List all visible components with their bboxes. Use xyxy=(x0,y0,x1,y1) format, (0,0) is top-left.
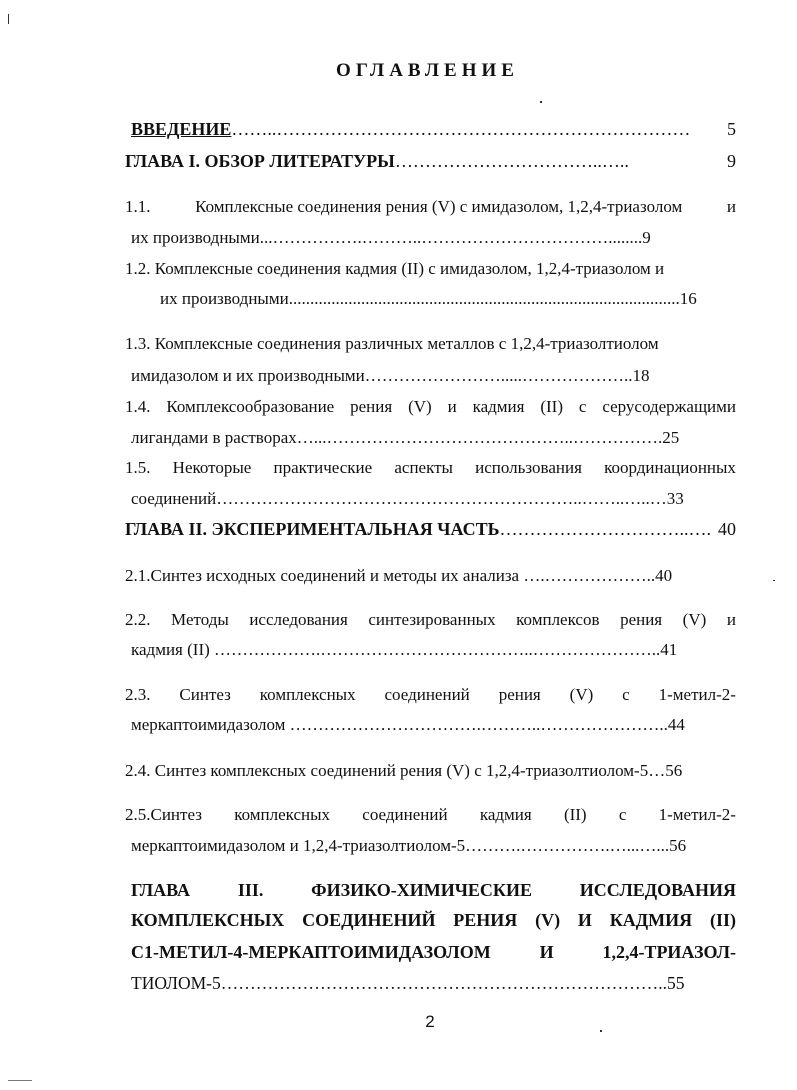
toc-entry-word: кадмия xyxy=(479,805,532,824)
toc-entry-2-4: 2.4. Синтез комплексных соединений рения (V) с 1,2,4-триазолтиолом-5…56 xyxy=(125,761,683,780)
toc-entry-2-3-cont: меркаптоимидазолом …………………………….………..…………………..44 xyxy=(131,715,685,734)
toc-entry-leader: ……..…………………………………………………………… xyxy=(231,119,691,139)
toc-entry-leader: …………………………..…. xyxy=(499,519,711,539)
toc-entry-word: (V) xyxy=(682,610,707,629)
toc-entry-word: КАДМИЯ xyxy=(609,910,693,930)
toc-entry-chapter-3-cont xyxy=(131,909,736,931)
toc-entry-word: Некоторые xyxy=(172,458,252,477)
toc-entry-word: комплексных xyxy=(234,805,331,824)
toc-entry-word: (II) xyxy=(709,910,736,930)
toc-entry-word: серусодержащими xyxy=(602,397,736,416)
toc-entry-word: (II) xyxy=(563,805,587,824)
toc-entry-word: с xyxy=(578,397,587,416)
toc-entry-word: рения xyxy=(498,685,541,704)
toc-entry-word: комплексных xyxy=(259,685,356,704)
toc-entry-word: рения xyxy=(350,397,393,416)
toc-entry-word: 1,2,4-ТРИАЗОЛ- xyxy=(602,942,736,962)
toc-entry-word: кадмия xyxy=(472,397,525,416)
toc-entry-chapter-1 xyxy=(125,150,736,172)
scan-speck xyxy=(8,1080,32,1081)
toc-entry-text: ТИОЛОМ-5…………………………………………………………………..55 xyxy=(131,973,685,993)
toc-entry-2-3 xyxy=(125,684,736,706)
toc-entry-word: исследования xyxy=(249,610,348,629)
toc-entry-1-3-cont: имидазолом и их производными…………………….....………………..18 xyxy=(131,366,650,385)
toc-entry-word: Синтез xyxy=(179,685,231,704)
toc-entry-introduction xyxy=(131,118,736,140)
toc-entry-word: (V) xyxy=(408,397,432,416)
toc-entry-word: соединений xyxy=(384,685,470,704)
scan-mark xyxy=(8,14,9,24)
toc-entry-chapter-3-end xyxy=(131,972,685,994)
toc-entry-word: и xyxy=(447,397,457,416)
toc-entry-label: ВВЕДЕНИЕ xyxy=(131,119,232,139)
toc-entry-1-5-cont: соединений………………………………………………………..……..…..…33 xyxy=(131,489,684,508)
toc-entry-1-2: 1.2. Комплексные соединения кадмия (II) с имидазолом, 1,2,4-триазолом и xyxy=(125,259,665,278)
toc-entry-text: Комплексные соединения рения (V) с имидазолом, 1,2,4-триазолом xyxy=(195,197,683,216)
toc-entry-word: КОМПЛЕКСНЫХ xyxy=(131,910,285,930)
toc-entry-word: 2.2. xyxy=(125,610,151,629)
toc-entry-word: практические xyxy=(273,458,373,477)
toc-entry-word: 1-метил-2- xyxy=(658,685,736,704)
toc-entry-chapter-3-cont xyxy=(131,941,736,963)
toc-entry-1-4-cont: лигандами в растворах…...……………………………………..…………….25 xyxy=(131,428,680,447)
toc-entry-2-5-cont: меркаптоимидазолом и 1,2,4-триазолтиолом-5……….…………….…...…...56 xyxy=(131,836,687,855)
toc-entry-1-3: 1.3. Комплексные соединения различных металлов с 1,2,4-триазолтиолом xyxy=(125,334,659,353)
toc-entry-word: И xyxy=(577,910,592,930)
toc-entry-1-5 xyxy=(125,457,736,479)
toc-entry-chapter-2 xyxy=(125,518,736,540)
toc-entry-1-4 xyxy=(125,396,736,418)
toc-entry-word: С1-МЕТИЛ-4-МЕРКАПТОИМИДАЗОЛОМ xyxy=(131,942,491,962)
toc-entry-2-2 xyxy=(125,609,736,631)
toc-entry-word: с xyxy=(618,805,627,824)
toc-entry-number: 1.1. xyxy=(125,197,151,216)
toc-entry-word: соединений xyxy=(362,805,448,824)
toc-entry-text: и xyxy=(726,197,736,216)
toc-entry-word: синтезированных xyxy=(368,610,496,629)
toc-entry-label: ГЛАВА I. ОБЗОР ЛИТЕРАТУРЫ xyxy=(125,151,395,171)
toc-entry-page: 40 xyxy=(718,519,736,539)
toc-entry-word: СОЕДИНЕНИЙ xyxy=(302,910,436,930)
toc-entry-1-1 xyxy=(125,196,736,218)
toc-entry-word: (V) xyxy=(535,910,561,930)
toc-entry-page: 9 xyxy=(727,151,736,171)
toc-entry-1-2-cont: их производными............................................................................................16 xyxy=(160,289,697,308)
toc-entry-word: 2.5.Синтез xyxy=(125,805,202,824)
toc-entry-word: Методы xyxy=(171,610,229,629)
toc-entry-1-1-cont: их производными...…………….………..……………………………........9 xyxy=(131,228,651,247)
toc-entry-word: и xyxy=(726,610,736,629)
toc-entry-word: Комплексообразование xyxy=(166,397,335,416)
toc-entry-word: РЕНИЯ xyxy=(453,910,518,930)
page-number: 2 xyxy=(425,1012,435,1031)
toc-entry-word: ИССЛЕДОВАНИЯ xyxy=(579,880,736,900)
toc-entry-label: ГЛАВА II. ЭКСПЕРИМЕНТАЛЬНАЯ ЧАСТЬ xyxy=(125,519,500,539)
toc-entry-word: комплексов xyxy=(516,610,600,629)
toc-entry-2-1: 2.1.Синтез исходных соединений и методы их анализа ….………………..40 xyxy=(125,566,673,585)
toc-entry-word: И xyxy=(539,942,554,962)
page-title: ОГЛАВЛЕНИЕ xyxy=(336,60,519,81)
toc-entry-word: 2.3. xyxy=(125,685,151,704)
toc-entry-word: (II) xyxy=(540,397,563,416)
toc-entry-leader: ……………………………..….. xyxy=(394,151,629,171)
toc-entry-word: 1-метил-2- xyxy=(658,805,736,824)
toc-entry-word: координационных xyxy=(604,458,736,477)
toc-entry-word: рения xyxy=(620,610,663,629)
toc-entry-word: аспекты xyxy=(394,458,453,477)
toc-entry-page: 5 xyxy=(727,119,736,139)
toc-entry-word: 1.4. xyxy=(125,397,151,416)
toc-entry-2-5 xyxy=(125,804,736,826)
toc-entry-word: (V) xyxy=(569,685,594,704)
toc-entry-word: ГЛАВА xyxy=(131,880,191,900)
toc-entry-word: ФИЗИКО-ХИМИЧЕСКИЕ xyxy=(311,880,532,900)
toc-entry-word: использования xyxy=(475,458,582,477)
toc-entry-word: с xyxy=(622,685,630,704)
scan-speck xyxy=(773,580,775,581)
toc-entry-word: III. xyxy=(237,880,264,900)
toc-entry-2-2-cont: кадмия (II) ……………….………………………………..…………………..41 xyxy=(131,640,678,659)
scan-speck xyxy=(540,101,542,103)
toc-entry-chapter-3 xyxy=(131,879,736,901)
toc-entry-word: 1.5. xyxy=(125,458,151,477)
